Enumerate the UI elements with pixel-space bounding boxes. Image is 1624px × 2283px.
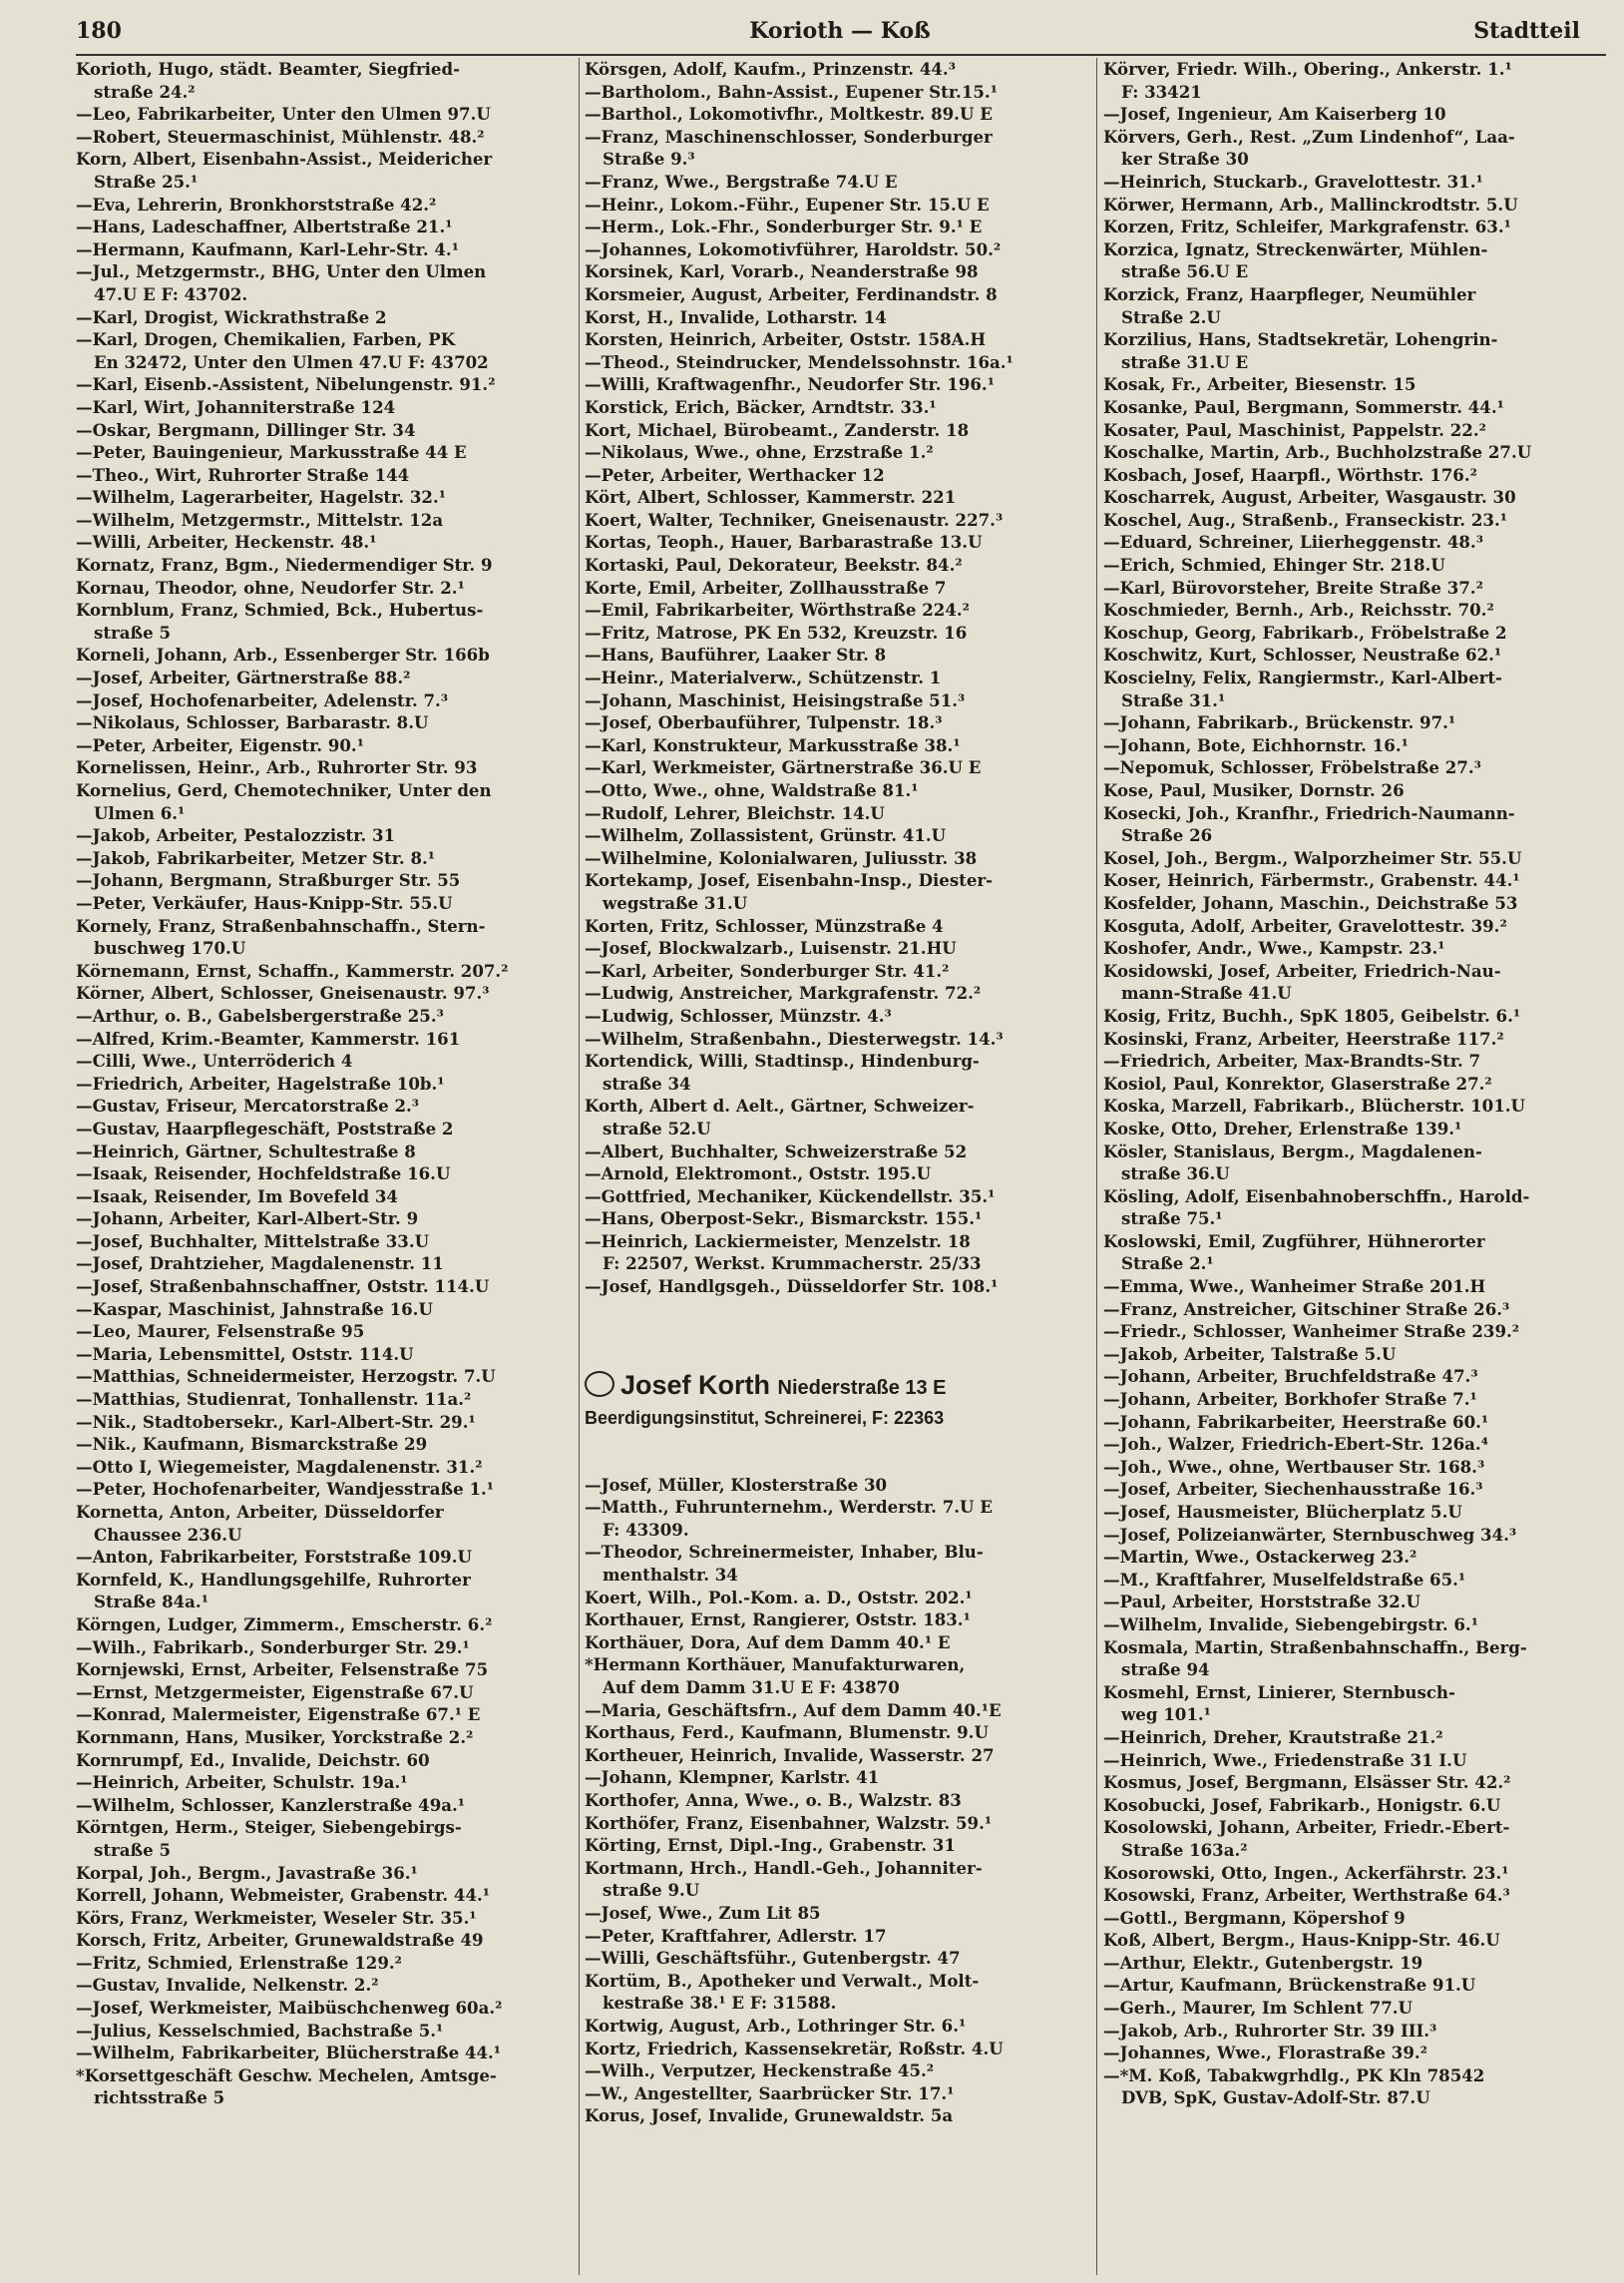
directory-entry-line: —Gustav, Invalide, Nelkenstr. 2.² bbox=[76, 1975, 379, 1996]
directory-entry-line: Koscielny, Felix, Rangiermstr., Karl-Albert- bbox=[1103, 668, 1502, 688]
directory-entry-line: Körngen, Ludger, Zimmerm., Emscherstr. 6.² bbox=[76, 1613, 493, 1634]
directory-entry-line: Kosiol, Paul, Konrektor, Glaserstraße 27.² bbox=[1103, 1073, 1492, 1094]
directory-entry-line: Kosmala, Martin, Straßenbahnschaffn., Berg- bbox=[1103, 1636, 1527, 1657]
column-2-lower bbox=[585, 1474, 1089, 2127]
directory-entry-line: —Karl, Konstrukteur, Markusstraße 38.¹ bbox=[585, 734, 961, 755]
directory-entry-line: —Nikolaus, Wwe., ohne, Erzstraße 1.² bbox=[585, 442, 934, 463]
directory-entry-line: Kosater, Paul, Maschinist, Pappelstr. 22.² bbox=[1103, 419, 1486, 440]
directory-entry-line: —Albert, Buchhalter, Schweizerstraße 52 bbox=[585, 1141, 968, 1161]
directory-entry-line: Korsmeier, August, Arbeiter, Ferdinandstr. 8 bbox=[585, 283, 998, 304]
directory-entry-line: Korioth, Hugo, städt. Beamter, Siegfried- bbox=[76, 59, 460, 79]
directory-entry-line: —Heinrich, Gärtner, Schultestraße 8 bbox=[76, 1141, 416, 1161]
directory-entry-line: —Johann, Bote, Eichhornstr. 16.¹ bbox=[1103, 734, 1409, 755]
directory-entry-line: —Willi, Kraftwagenfhr., Neudorfer Str. 196.¹ bbox=[585, 374, 995, 395]
directory-column-1 bbox=[76, 58, 573, 2109]
directory-entry-line: menthalstr. 34 bbox=[603, 1565, 738, 1586]
directory-entry-line: —Hans, Oberpost-Sekr., Bismarckstr. 155.¹ bbox=[585, 1208, 983, 1229]
directory-entry-line: —Peter, Verkäufer, Haus-Knipp-Str. 55.U bbox=[76, 892, 453, 913]
directory-entry-line: —Alfred, Krim.-Beamter, Kammerstr. 161 bbox=[76, 1028, 461, 1049]
directory-entry-line: wegstraße 31.U bbox=[603, 892, 748, 913]
directory-entry-line: *Hermann Korthäuer, Manufakturwaren, bbox=[585, 1654, 966, 1675]
directory-entry-line: —Johannes, Wwe., Florastraße 39.² bbox=[1103, 2043, 1427, 2063]
directory-entry-line: —Heinrich, Wwe., Friedenstraße 31 I.U bbox=[1103, 1749, 1467, 1770]
directory-entry-line: ker Straße 30 bbox=[1121, 149, 1249, 170]
directory-entry-line: Kortendick, Willi, Stadtinsp., Hindenburg- bbox=[585, 1051, 980, 1072]
directory-entry-line: Kosolowski, Johann, Arbeiter, Friedr.-Ebert- bbox=[1103, 1817, 1510, 1838]
directory-entry-line: —Wilhelm, Lagerarbeiter, Hagelstr. 32.¹ bbox=[76, 487, 446, 508]
directory-entry-line: —Leo, Fabrikarbeiter, Unter den Ulmen 97.U bbox=[76, 104, 491, 125]
directory-entry-line: —Hans, Ladeschaffner, Albertstraße 21.¹ bbox=[76, 217, 453, 237]
directory-entry-line: —Franz, Anstreicher, Gitschiner Straße 26.³ bbox=[1103, 1298, 1510, 1319]
directory-entry-line: Kortz, Friedrich, Kassensekretär, Roßstr. 4.U bbox=[585, 2038, 1004, 2058]
directory-entry-line: Koert, Walter, Techniker, Gneisenaustr. 227.³ bbox=[585, 509, 1004, 530]
directory-entry-line: —Johann, Arbeiter, Borkhofer Straße 7.¹ bbox=[1103, 1389, 1477, 1410]
directory-entry-line: Kortekamp, Josef, Eisenbahn-Insp., Diester- bbox=[585, 870, 994, 891]
directory-entry-line: —Josef, Straßenbahnschaffner, Oststr. 114.U bbox=[76, 1276, 490, 1297]
directory-entry-line: Straße 2.¹ bbox=[1121, 1253, 1214, 1274]
directory-entry-line: straße 5 bbox=[94, 622, 171, 643]
directory-entry-line: —Johann, Arbeiter, Karl-Albert-Str. 9 bbox=[76, 1208, 419, 1229]
directory-entry-line: Kornatz, Franz, Bgm., Niedermendiger Str. 9 bbox=[76, 555, 493, 576]
directory-entry-line: Koert, Wilh., Pol.-Kom. a. D., Oststr. 202.¹ bbox=[585, 1587, 973, 1607]
directory-entry-line: Koser, Heinrich, Färbermstr., Grabenstr. 44.¹ bbox=[1103, 870, 1520, 891]
directory-entry-line: En 32472, Unter den Ulmen 47.U F: 43702 bbox=[94, 351, 489, 372]
directory-entry-line: —Maria, Geschäftsfrn., Auf dem Damm 40.¹E bbox=[585, 1699, 1002, 1720]
directory-entry-line: —Wilhelm, Metzgermstr., Mittelstr. 12a bbox=[76, 509, 444, 530]
directory-entry-line: Korneli, Johann, Arb., Essenberger Str. 166b bbox=[76, 645, 490, 666]
directory-entry-line: Korthaus, Ferd., Kaufmann, Blumenstr. 9.U bbox=[585, 1722, 989, 1743]
directory-entry-line: straße 94 bbox=[1121, 1659, 1210, 1680]
directory-entry-line: Korth, Albert d. Aelt., Gärtner, Schweizer- bbox=[585, 1096, 975, 1117]
directory-entry-line: —Arthur, Elektr., Gutenbergstr. 19 bbox=[1103, 1952, 1423, 1973]
directory-entry-line: —Fritz, Schmied, Erlenstraße 129.² bbox=[76, 1952, 402, 1973]
directory-entry-line: Kose, Paul, Musiker, Dornstr. 26 bbox=[1103, 780, 1405, 800]
directory-entry-line: Korsch, Fritz, Arbeiter, Grunewaldstraße 49 bbox=[76, 1930, 484, 1951]
directory-entry-line: —Peter, Bauingenieur, Markusstraße 44 E bbox=[76, 442, 467, 463]
directory-entry-line: Straße 9.³ bbox=[603, 149, 695, 170]
directory-entry-line: Kornrumpf, Ed., Invalide, Deichstr. 60 bbox=[76, 1749, 430, 1770]
directory-entry-line: —Johannes, Lokomotivführer, Haroldstr. 50.² bbox=[585, 238, 1002, 259]
directory-entry-line: Körnemann, Ernst, Schaffn., Kammerstr. 207.² bbox=[76, 960, 509, 981]
directory-entry-line: —Jakob, Arbeiter, Pestalozzistr. 31 bbox=[76, 825, 396, 846]
directory-entry-line: Kösler, Stanislaus, Bergm., Magdalenen- bbox=[1103, 1141, 1482, 1161]
directory-entry-line: Kosak, Fr., Arbeiter, Biesenstr. 15 bbox=[1103, 374, 1417, 395]
directory-entry-line: straße 9.U bbox=[603, 1880, 700, 1901]
directory-entry-line: —Fritz, Matrose, PK En 532, Kreuzstr. 16 bbox=[585, 622, 968, 643]
directory-entry-line: —Franz, Maschinenschlosser, Sonderburger bbox=[585, 126, 993, 147]
directory-entry-line: —Friedrich, Arbeiter, Max-Brandts-Str. 7 bbox=[1103, 1051, 1481, 1072]
directory-entry-line: —Peter, Kraftfahrer, Adlerstr. 17 bbox=[585, 1925, 887, 1946]
directory-entry-line: —Jakob, Arb., Ruhrorter Str. 39 III.³ bbox=[1103, 2020, 1437, 2041]
directory-entry-line: —Josef, Hochofenarbeiter, Adelenstr. 7.³ bbox=[76, 689, 449, 710]
directory-entry-line: straße 34 bbox=[603, 1073, 691, 1094]
directory-entry-line: Straße 163a.² bbox=[1121, 1839, 1248, 1860]
directory-entry-line: —Josef, Oberbauführer, Tulpenstr. 18.³ bbox=[585, 712, 943, 733]
directory-entry-line: Korzick, Franz, Haarpfleger, Neumühler bbox=[1103, 283, 1476, 304]
directory-entry-line: Koske, Otto, Dreher, Erlenstraße 139.¹ bbox=[1103, 1118, 1462, 1139]
directory-entry-line: Körvers, Gerh., Rest. „Zum Lindenhof“, Laa- bbox=[1103, 126, 1515, 147]
directory-entry-line: Kortas, Teoph., Hauer, Barbarastraße 13.U bbox=[585, 532, 983, 553]
directory-entry-line: —Ludwig, Schlosser, Münzstr. 4.³ bbox=[585, 1005, 892, 1026]
directory-entry-line: Korst, H., Invalide, Lotharstr. 14 bbox=[585, 306, 887, 327]
directory-entry-line: 47.U E F: 43702. bbox=[94, 283, 248, 304]
directory-entry-line: —Gustav, Friseur, Mercatorstraße 2.³ bbox=[76, 1096, 420, 1117]
directory-entry-line: straße 31.U E bbox=[1121, 351, 1249, 372]
directory-entry-line: —Josef, Arbeiter, Siechenhausstraße 16.³ bbox=[1103, 1479, 1483, 1500]
directory-entry-line: —Barthol., Lokomotivfhr., Moltkestr. 89.U E bbox=[585, 104, 993, 125]
directory-entry-line: Kornfeld, K., Handlungsgehilfe, Ruhrorter bbox=[76, 1569, 471, 1590]
directory-entry-line: —Wilhelm, Schlosser, Kanzlerstraße 49a.¹ bbox=[76, 1794, 466, 1815]
directory-entry-line: Kortaski, Paul, Dekorateur, Beekstr. 84.² bbox=[585, 555, 963, 576]
directory-entry-line: —Eduard, Schreiner, Liierheggenstr. 48.³ bbox=[1103, 532, 1483, 553]
directory-entry-line: Körntgen, Herm., Steiger, Siebengebirgs- bbox=[76, 1817, 462, 1838]
directory-entry-line: —Johann, Klempner, Karlstr. 41 bbox=[585, 1767, 880, 1788]
directory-entry-line: —Johann, Fabrikarbeiter, Heerstraße 60.¹ bbox=[1103, 1411, 1489, 1432]
directory-entry-line: —Josef, Hausmeister, Blücherplatz 5.U bbox=[1103, 1502, 1462, 1522]
directory-entry-line: Kornetta, Anton, Arbeiter, Düsseldorfer bbox=[76, 1502, 444, 1522]
directory-entry-line: Körner, Albert, Schlosser, Gneisenaustr. 97.³ bbox=[76, 983, 490, 1004]
ornament-icon bbox=[585, 1371, 614, 1397]
directory-entry-line: —Isaak, Reisender, Im Bovefeld 34 bbox=[76, 1185, 398, 1206]
directory-entry-line: —Oskar, Bergmann, Dillinger Str. 34 bbox=[76, 419, 416, 440]
directory-entry-line: —Karl, Werkmeister, Gärtnerstraße 36.U E bbox=[585, 757, 982, 778]
directory-entry-line: *Korsettgeschäft Geschw. Mechelen, Amtsge- bbox=[76, 2064, 497, 2085]
directory-entry-line: —Kaspar, Maschinist, Jahnstraße 16.U bbox=[76, 1298, 433, 1319]
directory-entry-line: buschweg 170.U bbox=[94, 938, 246, 959]
directory-entry-line: —Josef, Müller, Klosterstraße 30 bbox=[585, 1474, 888, 1495]
directory-entry-line: —Wilhelm, Fabrikarbeiter, Blücherstraße 44.¹ bbox=[76, 2043, 502, 2063]
directory-entry-line: Korsinek, Karl, Vorarb., Neanderstraße 98 bbox=[585, 261, 979, 282]
directory-entry-line: —Gottl., Bergmann, Köpershof 9 bbox=[1103, 1907, 1406, 1928]
directory-entry-line: Körting, Ernst, Dipl.-Ing., Grabenstr. 31 bbox=[585, 1835, 956, 1856]
directory-entry-line: straße 75.¹ bbox=[1121, 1208, 1223, 1229]
directory-entry-line: Kornau, Theodor, ohne, Neudorfer Str. 2.¹ bbox=[76, 577, 465, 598]
directory-entry-line: Korus, Josef, Invalide, Grunewaldstr. 5a bbox=[585, 2105, 954, 2126]
directory-entry-line: —Theo., Wirt, Ruhrorter Straße 144 bbox=[76, 464, 410, 485]
directory-entry-line: —Isaak, Reisender, Hochfeldstraße 16.U bbox=[76, 1163, 451, 1184]
directory-entry-line: Auf dem Damm 31.U E F: 43870 bbox=[603, 1677, 900, 1697]
directory-entry-line: Kört, Albert, Schlosser, Kammerstr. 221 bbox=[585, 487, 957, 508]
directory-entry-line: —Karl, Wirt, Johanniterstraße 124 bbox=[76, 396, 396, 417]
directory-entry-line: Körsgen, Adolf, Kaufm., Prinzenstr. 44.³ bbox=[585, 59, 956, 79]
directory-entry-line: —Otto, Wwe., ohne, Waldstraße 81.¹ bbox=[585, 780, 919, 800]
directory-entry-line: Kosel, Joh., Bergm., Walporzheimer Str. 55.U bbox=[1103, 847, 1522, 868]
directory-entry-line: Chaussee 236.U bbox=[94, 1524, 242, 1545]
directory-entry-line: Korzen, Fritz, Schleifer, Markgrafenstr. 63.¹ bbox=[1103, 217, 1511, 237]
directory-entry-line: —Karl, Arbeiter, Sonderburger Str. 41.² bbox=[585, 960, 950, 981]
directory-entry-line: —Wilh., Fabrikarb., Sonderburger Str. 29.¹ bbox=[76, 1636, 470, 1657]
directory-entry-line: —Franz, Wwe., Bergstraße 74.U E bbox=[585, 171, 898, 192]
directory-entry-line: Straße 26 bbox=[1121, 825, 1213, 846]
directory-entry-line: Kosorowski, Otto, Ingen., Ackerfährstr. 23.¹ bbox=[1103, 1862, 1509, 1883]
directory-entry-line: Koß, Albert, Bergm., Haus-Knipp-Str. 46.U bbox=[1103, 1930, 1500, 1951]
directory-entry-line: —Johann, Maschinist, Heisingstraße 51.³ bbox=[585, 689, 966, 710]
directory-entry-line: Kortheuer, Heinrich, Invalide, Wasserstr. 27 bbox=[585, 1744, 995, 1765]
directory-entry-line: Korn, Albert, Eisenbahn-Assist., Meidericher bbox=[76, 149, 493, 170]
directory-entry-line: —Wilh., Verputzer, Heckenstraße 45.² bbox=[585, 2060, 935, 2081]
directory-entry-line: —Josef, Blockwalzarb., Luisenstr. 21.HU bbox=[585, 938, 957, 959]
directory-entry-line: Straße 25.¹ bbox=[94, 171, 199, 192]
directory-entry-line: —Matthias, Studienrat, Tonhallenstr. 11a.² bbox=[76, 1389, 472, 1410]
header-rule bbox=[76, 54, 1606, 56]
directory-entry-line: mann-Straße 41.U bbox=[1121, 983, 1292, 1004]
directory-entry-line: Korthöfer, Franz, Eisenbahner, Walzstr. 59.¹ bbox=[585, 1812, 993, 1833]
directory-entry-line: Koschwitz, Kurt, Schlosser, Neustraße 62.¹ bbox=[1103, 645, 1502, 666]
directory-entry-line: Kosbach, Josef, Haarpfl., Wörthstr. 176.² bbox=[1103, 464, 1477, 485]
directory-entry-line: weg 101.¹ bbox=[1121, 1704, 1211, 1725]
directory-entry-line: —Josef, Wwe., Zum Lit 85 bbox=[585, 1902, 821, 1923]
directory-entry-line: Körver, Friedr. Wilh., Obering., Ankerstr. 1.¹ bbox=[1103, 59, 1512, 79]
column-divider bbox=[1096, 58, 1097, 2275]
directory-entry-line: —Nik., Kaufmann, Bismarckstraße 29 bbox=[76, 1434, 428, 1455]
directory-entry-line: —Joh., Walzer, Friedrich-Ebert-Str. 126a.⁴ bbox=[1103, 1434, 1488, 1455]
directory-entry-line: —Eva, Lehrerin, Bronkhorststraße 42.² bbox=[76, 194, 437, 215]
directory-column-3 bbox=[1103, 58, 1602, 2109]
directory-entry-line: Koschalke, Martin, Arb., Buchholzstraße 27.U bbox=[1103, 442, 1532, 463]
directory-entry-line: —Johann, Arbeiter, Bruchfeldstraße 47.³ bbox=[1103, 1366, 1478, 1387]
directory-entry-line: Koscharrek, August, Arbeiter, Wasgaustr. 30 bbox=[1103, 487, 1516, 508]
advertisement-josef-korth bbox=[585, 1368, 1089, 1434]
directory-entry-line: Kösling, Adolf, Eisenbahnoberschffn., Harold- bbox=[1103, 1185, 1530, 1206]
directory-entry-line: —Anton, Fabrikarbeiter, Forststraße 109.U bbox=[76, 1547, 472, 1568]
directory-entry-line: Koschmieder, Bernh., Arb., Reichsstr. 70.² bbox=[1103, 600, 1494, 621]
directory-entry-line: richtsstraße 5 bbox=[94, 2087, 225, 2108]
directory-entry-line: —Peter, Hochofenarbeiter, Wandjesstraße 1.¹ bbox=[76, 1479, 495, 1500]
directory-entry-line: —Wilhelmine, Kolonialwaren, Juliusstr. 38 bbox=[585, 847, 978, 868]
directory-entry-line: —Hans, Bauführer, Laaker Str. 8 bbox=[585, 645, 887, 666]
directory-entry-line: —Theodor, Schreinermeister, Inhaber, Blu- bbox=[585, 1542, 984, 1563]
directory-entry-line: —Peter, Arbeiter, Werthacker 12 bbox=[585, 464, 885, 485]
directory-entry-line: —Peter, Arbeiter, Eigenstr. 90.¹ bbox=[76, 734, 364, 755]
directory-entry-line: Kort, Michael, Bürobeamt., Zanderstr. 18 bbox=[585, 419, 970, 440]
directory-entry-line: Kosinski, Franz, Arbeiter, Heerstraße 117.² bbox=[1103, 1028, 1504, 1049]
directory-entry-line: —Theod., Steindrucker, Mendelssohnstr. 16a.¹ bbox=[585, 351, 1014, 372]
directory-entry-line: Korpal, Joh., Bergm., Javastraße 36.¹ bbox=[76, 1862, 418, 1883]
directory-entry-line: Kornelius, Gerd, Chemotechniker, Unter den bbox=[76, 780, 492, 800]
directory-entry-line: Korrell, Johann, Webmeister, Grabenstr. 44.¹ bbox=[76, 1885, 491, 1906]
directory-entry-line: —Josef, Polizeianwärter, Sternbuschweg 34.³ bbox=[1103, 1524, 1517, 1545]
directory-entry-line: —Erich, Schmied, Ehinger Str. 218.U bbox=[1103, 555, 1445, 576]
directory-entry-line: Korte, Emil, Arbeiter, Zollhausstraße 7 bbox=[585, 577, 947, 598]
directory-entry-line: —Emil, Fabrikarbeiter, Wörthstraße 224.² bbox=[585, 600, 970, 621]
directory-entry-line: —Joh., Wwe., ohne, Wertbauser Str. 168.³ bbox=[1103, 1456, 1485, 1477]
directory-entry-line: —Wilhelm, Invalide, Siebengebirgstr. 6.¹ bbox=[1103, 1613, 1478, 1634]
directory-entry-line: Kortwig, August, Arb., Lothringer Str. 6.¹ bbox=[585, 2015, 967, 2036]
directory-entry-line: —Heinrich, Lackiermeister, Menzelstr. 18 bbox=[585, 1230, 971, 1251]
directory-entry-line: Kosguta, Adolf, Arbeiter, Gravelottestr. 39.² bbox=[1103, 915, 1507, 936]
directory-entry-line: —Paul, Arbeiter, Horststraße 32.U bbox=[1103, 1592, 1421, 1612]
directory-entry-line: —Gerh., Maurer, Im Schlent 77.U bbox=[1103, 1998, 1413, 2019]
directory-entry-line: Korstick, Erich, Bäcker, Arndtstr. 33.¹ bbox=[585, 396, 937, 417]
directory-entry-line: —Otto I, Wiegemeister, Magdalenenstr. 31.² bbox=[76, 1456, 483, 1477]
directory-entry-line: —Johann, Bergmann, Straßburger Str. 55 bbox=[76, 870, 461, 891]
directory-entry-line: —Heinrich, Dreher, Krautstraße 21.² bbox=[1103, 1726, 1443, 1747]
directory-entry-line: —Friedrich, Arbeiter, Hagelstraße 10b.¹ bbox=[76, 1073, 445, 1094]
directory-entry-line: —Willi, Arbeiter, Heckenstr. 48.¹ bbox=[76, 532, 377, 553]
directory-entry-line: Kosanke, Paul, Bergmann, Sommerstr. 44.¹ bbox=[1103, 396, 1504, 417]
directory-entry-line: —Heinrich, Arbeiter, Schulstr. 19a.¹ bbox=[76, 1772, 408, 1793]
directory-entry-line: DVB, SpK, Gustav-Adolf-Str. 87.U bbox=[1121, 2087, 1430, 2108]
directory-entry-line: straße 36.U bbox=[1121, 1163, 1230, 1184]
directory-entry-line: —Arnold, Elektromont., Oststr. 195.U bbox=[585, 1163, 932, 1184]
directory-entry-line: —Ludwig, Anstreicher, Markgrafenstr. 72.² bbox=[585, 983, 982, 1004]
directory-entry-line: —Karl, Bürovorsteher, Breite Straße 37.² bbox=[1103, 577, 1483, 598]
directory-entry-line: Koslowski, Emil, Zugführer, Hühnerorter bbox=[1103, 1230, 1485, 1251]
directory-entry-line: —Cilli, Wwe., Unterröderich 4 bbox=[76, 1051, 353, 1072]
directory-entry-line: —Artur, Kaufmann, Brückenstraße 91.U bbox=[1103, 1975, 1476, 1996]
page-title: Korioth — Koß bbox=[749, 18, 931, 44]
directory-entry-line: Korthäuer, Dora, Auf dem Damm 40.¹ E bbox=[585, 1631, 951, 1652]
directory-entry-line: —W., Angestellter, Saarbrücker Str. 17.¹ bbox=[585, 2082, 955, 2103]
directory-entry-line: Koschup, Georg, Fabrikarb., Fröbelstraße 2 bbox=[1103, 622, 1507, 643]
directory-entry-line: Körwer, Hermann, Arb., Mallinckrodtstr. 5.U bbox=[1103, 194, 1518, 215]
directory-entry-line: —Wilhelm, Straßenbahn., Diesterwegstr. 14.³ bbox=[585, 1028, 1004, 1049]
directory-entry-line: —Heinr., Lokom.-Führ., Eupener Str. 15.U E bbox=[585, 194, 990, 215]
section-label: Stadtteil bbox=[1473, 18, 1580, 44]
directory-entry-line: —Emma, Wwe., Wanheimer Straße 201.H bbox=[1103, 1276, 1486, 1297]
column-2-upper bbox=[585, 58, 1089, 1298]
directory-entry-line: —Karl, Drogen, Chemikalien, Farben, PK bbox=[76, 329, 456, 350]
directory-entry-line: —Herm., Lok.-Fhr., Sonderburger Str. 9.¹ E bbox=[585, 217, 983, 237]
directory-entry-line: —Josef, Arbeiter, Gärtnerstraße 88.² bbox=[76, 668, 411, 688]
ad-address: Niederstraße 13 E bbox=[777, 1376, 947, 1399]
directory-entry-line: Straße 31.¹ bbox=[1121, 689, 1226, 710]
directory-entry-line: —Leo, Maurer, Felsenstraße 95 bbox=[76, 1321, 365, 1342]
directory-entry-line: Körs, Franz, Werkmeister, Weseler Str. 35.¹ bbox=[76, 1907, 477, 1928]
directory-entry-line: Kornelissen, Heinr., Arb., Ruhrorter Str. 93 bbox=[76, 757, 478, 778]
directory-entry-line: Korzica, Ignatz, Streckenwärter, Mühlen- bbox=[1103, 238, 1488, 259]
directory-entry-line: Kosmehl, Ernst, Linierer, Sternbusch- bbox=[1103, 1681, 1455, 1702]
directory-entry-line: Korthauer, Ernst, Rangierer, Oststr. 183.¹ bbox=[585, 1609, 971, 1630]
directory-entry-line: straße 5 bbox=[94, 1839, 171, 1860]
directory-entry-line: —Willi, Geschäftsführ., Gutenbergstr. 47 bbox=[585, 1948, 961, 1969]
directory-entry-line: F: 33421 bbox=[1121, 81, 1202, 102]
directory-entry-line: —Jakob, Fabrikarbeiter, Metzer Str. 8.¹ bbox=[76, 847, 436, 868]
directory-entry-line: Kornely, Franz, Straßenbahnschaffn., Stern- bbox=[76, 915, 486, 936]
directory-entry-line: Korzilius, Hans, Stadtsekretär, Lohengrin- bbox=[1103, 329, 1498, 350]
directory-entry-line: Kornmann, Hans, Musiker, Yorckstraße 2.² bbox=[76, 1726, 474, 1747]
directory-entry-line: Kosobucki, Josef, Fabrikarb., Honigstr. 6.U bbox=[1103, 1794, 1501, 1815]
directory-entry-line: —Josef, Werkmeister, Maibüschchenweg 60a.² bbox=[76, 1998, 503, 2019]
directory-entry-line: —Gottfried, Mechaniker, Kückendellstr. 35.¹ bbox=[585, 1185, 996, 1206]
directory-entry-line: —Konrad, Malermeister, Eigenstraße 67.¹ E bbox=[76, 1704, 481, 1725]
directory-entry-line: Korsten, Heinrich, Arbeiter, Oststr. 158A.H bbox=[585, 329, 987, 350]
directory-entry-line: straße 56.U E bbox=[1121, 261, 1249, 282]
directory-entry-line: Straße 84a.¹ bbox=[94, 1592, 208, 1612]
directory-entry-line: Kosmus, Josef, Bergmann, Elsässer Str. 42.² bbox=[1103, 1772, 1511, 1793]
directory-entry-line: —Josef, Buchhalter, Mittelstraße 33.U bbox=[76, 1230, 430, 1251]
directory-entry-line: —Jul., Metzgermstr., BHG, Unter den Ulmen bbox=[76, 261, 487, 282]
page-header bbox=[76, 14, 1604, 48]
ad-name: Josef Korth bbox=[620, 1369, 771, 1400]
directory-entry-line: —Jakob, Arbeiter, Talstraße 5.U bbox=[1103, 1343, 1397, 1364]
directory-entry-line: straße 52.U bbox=[603, 1118, 711, 1139]
directory-entry-line: —Gustav, Haarpflegeschäft, Poststraße 2 bbox=[76, 1118, 454, 1139]
directory-entry-line: Kortmann, Hrch., Handl.-Geh., Johanniter- bbox=[585, 1857, 983, 1878]
directory-entry-line: —Matth., Fuhrunternehm., Werderstr. 7.U E bbox=[585, 1497, 993, 1518]
column-divider bbox=[579, 58, 580, 2275]
directory-entry-line: Ulmen 6.¹ bbox=[94, 802, 186, 823]
directory-entry-line: Korten, Fritz, Schlosser, Münzstraße 4 bbox=[585, 915, 944, 936]
directory-entry-line: straße 24.² bbox=[94, 81, 196, 102]
directory-entry-line: —Karl, Eisenb.-Assistent, Nibelungenstr. 91.² bbox=[76, 374, 496, 395]
directory-column-2 bbox=[585, 58, 1089, 2127]
directory-entry-line: Kornjewski, Ernst, Arbeiter, Felsenstraße 75 bbox=[76, 1659, 489, 1680]
directory-entry-line: —Arthur, o. B., Gabelsbergerstraße 25.³ bbox=[76, 1005, 444, 1026]
directory-entry-line: —Heinrich, Stuckarb., Gravelottestr. 31.¹ bbox=[1103, 171, 1483, 192]
directory-entry-line: —Hermann, Kaufmann, Karl-Lehr-Str. 4.¹ bbox=[76, 238, 459, 259]
directory-entry-line: Kosidowski, Josef, Arbeiter, Friedrich-Nau- bbox=[1103, 960, 1501, 981]
directory-entry-line: —Rudolf, Lehrer, Bleichstr. 14.U bbox=[585, 802, 885, 823]
directory-entry-line: —Robert, Steuermaschinist, Mühlenstr. 48.² bbox=[76, 126, 485, 147]
directory-entry-line: Kosig, Fritz, Buchh., SpK 1805, Geibelstr. 6.¹ bbox=[1103, 1005, 1521, 1026]
directory-entry-line: —Maria, Lebensmittel, Oststr. 114.U bbox=[76, 1343, 414, 1364]
directory-entry-line: Koshofer, Andr., Wwe., Kampstr. 23.¹ bbox=[1103, 938, 1445, 959]
directory-entry-line: —Johann, Fabrikarb., Brückenstr. 97.¹ bbox=[1103, 712, 1456, 733]
directory-entry-line: Kortüm, B., Apotheker und Verwalt., Molt- bbox=[585, 1970, 980, 1991]
page-number: 180 bbox=[76, 18, 122, 44]
directory-entry-line: Kosfelder, Johann, Maschin., Deichstraße 53 bbox=[1103, 892, 1518, 913]
directory-entry-line: —Martin, Wwe., Ostackerweg 23.² bbox=[1103, 1547, 1418, 1568]
directory-entry-line: —Julius, Kesselschmied, Bachstraße 5.¹ bbox=[76, 2020, 444, 2041]
directory-entry-line: Koska, Marzell, Fabrikarb., Blücherstr. 101.U bbox=[1103, 1096, 1526, 1117]
directory-entry-line: —*M. Koß, Tabakwgrhdlg., PK Kln 78542 bbox=[1103, 2064, 1485, 2085]
directory-entry-line: kestraße 38.¹ E F: 31588. bbox=[603, 1993, 837, 2014]
directory-entry-line: —Karl, Drogist, Wickrathstraße 2 bbox=[76, 306, 387, 327]
directory-entry-line: —Wilhelm, Zollassistent, Grünstr. 41.U bbox=[585, 825, 947, 846]
directory-entry-line: Kosecki, Joh., Kranfhr., Friedrich-Naumann- bbox=[1103, 802, 1515, 823]
directory-entry-line: —Josef, Ingenieur, Am Kaiserberg 10 bbox=[1103, 104, 1446, 125]
directory-entry-line: F: 43309. bbox=[603, 1519, 689, 1540]
directory-entry-line: —Friedr., Schlosser, Wanheimer Straße 239.² bbox=[1103, 1321, 1520, 1342]
directory-entry-line: Kosowski, Franz, Arbeiter, Werthstraße 64.³ bbox=[1103, 1885, 1510, 1906]
directory-entry-line: —M., Kraftfahrer, Muselfeldstraße 65.¹ bbox=[1103, 1569, 1466, 1590]
directory-entry-line: F: 22507, Werkst. Krummacherstr. 25/33 bbox=[603, 1253, 982, 1274]
directory-entry-line: —Nik., Stadtobersekr., Karl-Albert-Str. 29.¹ bbox=[76, 1411, 476, 1432]
directory-entry-line: —Matthias, Schneidermeister, Herzogstr. 7.U bbox=[76, 1366, 496, 1387]
directory-entry-line: —Josef, Drahtzieher, Magdalenenstr. 11 bbox=[76, 1253, 444, 1274]
directory-entry-line: Straße 2.U bbox=[1121, 306, 1221, 327]
directory-entry-line: —Heinr., Materialverw., Schützenstr. 1 bbox=[585, 668, 942, 688]
directory-entry-line: —Nepomuk, Schlosser, Fröbelstraße 27.³ bbox=[1103, 757, 1481, 778]
ad-services: Beerdigungsinstitut, Schreinerei, F: 22363 bbox=[585, 1407, 945, 1428]
directory-entry-line: Kornblum, Franz, Schmied, Bck., Hubertus- bbox=[76, 600, 484, 621]
directory-entry-line: Korthofer, Anna, Wwe., o. B., Walzstr. 83 bbox=[585, 1789, 962, 1810]
directory-entry-line: Koschel, Aug., Straßenb., Franseckistr. 23.¹ bbox=[1103, 509, 1507, 530]
directory-entry-line: —Nikolaus, Schlosser, Barbarastr. 8.U bbox=[76, 712, 429, 733]
directory-entry-line: —Ernst, Metzgermeister, Eigenstraße 67.U bbox=[76, 1681, 474, 1702]
directory-entry-line: —Bartholom., Bahn-Assist., Eupener Str.15.¹ bbox=[585, 81, 998, 102]
directory-entry-line: —Josef, Handlgsgeh., Düsseldorfer Str. 108.¹ bbox=[585, 1276, 999, 1297]
